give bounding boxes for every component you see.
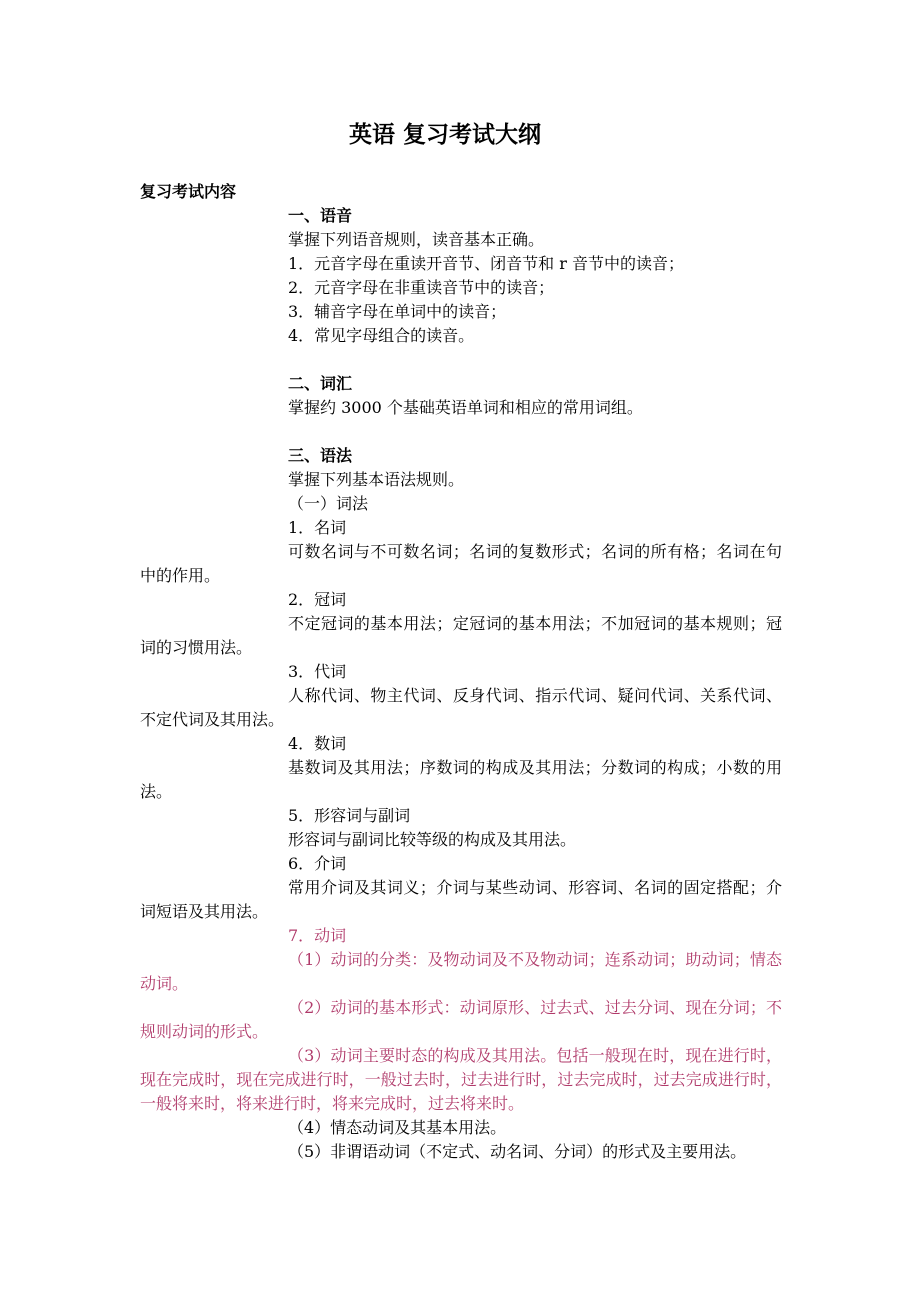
phonetics-heading: 一、语音: [288, 206, 353, 225]
preposition-title: 6．介词: [288, 854, 347, 873]
list-item: 3．辅音字母在单词中的读音；: [288, 302, 507, 321]
numeral-text: 基数词及其用法；序数词的构成及其用法；分数词的构成；小数的用法。: [140, 758, 782, 801]
vocabulary-intro: 掌握约 3000 个基础英语单词和相应的常用词组。: [288, 398, 643, 417]
article-text: 不定冠词的基本用法；定冠词的基本用法；不加冠词的基本规则；冠词的习惯用法。: [140, 614, 782, 657]
document-body: [140, 204, 782, 1164]
verb-classification-text: （1）动词的分类：及物动词及不及物动词；连系动词；助动词；情态动词。: [140, 950, 782, 993]
pronoun-text: 人称代词、物主代词、反身代词、指示代词、疑问代词、关系代词、不定代词及其用法。: [140, 686, 782, 729]
verb-title: 7．动词: [288, 926, 347, 945]
list-item: 1．元音字母在重读开音节、闭音节和 r 音节中的读音；: [288, 254, 685, 273]
numeral-title: 4．数词: [288, 734, 347, 753]
verb-forms-text: （2）动词的基本形式：动词原形、过去式、过去分词、现在分词；不规则动词的形式。: [140, 998, 782, 1041]
modal-verbs-text: （4）情态动词及其基本用法。: [288, 1118, 507, 1137]
verb-tenses-text: （3）动词主要时态的构成及其用法。包括一般现在时，现在进行时，现在完成时，现在完成进行时，一般过去时，过去进行时，过去完成时，过去完成进行时，一般将来时，将来进行时，将来完成时，过去将来时。: [140, 1046, 782, 1113]
list-item: 2．元音字母在非重读音节中的读音；: [288, 278, 555, 297]
spacer: [140, 420, 782, 444]
article-title: 2．冠词: [288, 590, 347, 609]
noun-text: 可数名词与不可数名词；名词的复数形式；名词的所有格；名词在句中的作用。: [140, 542, 782, 585]
pronoun-title: 3．代词: [288, 662, 347, 681]
morphology-subheading: （一）词法: [288, 494, 369, 513]
document-title: 英语 复习考试大纲: [348, 122, 541, 148]
vocabulary-heading: 二、词汇: [288, 374, 353, 393]
nonfinite-verbs-text: （5）非谓语动词（不定式、动名词、分词）的形式及主要用法。: [288, 1142, 747, 1161]
phonetics-intro: 掌握下列语音规则，读音基本正确。: [288, 230, 545, 249]
spacer: [140, 348, 782, 372]
list-item: 4．常见字母组合的读音。: [288, 326, 475, 345]
preposition-text: 常用介词及其词义；介词与某些动词、形容词、名词的固定搭配；介词短语及其用法。: [140, 878, 782, 921]
noun-title: 1．名词: [288, 518, 347, 537]
grammar-heading: 三、语法: [288, 446, 353, 465]
adjective-adverb-title: 5．形容词与副词: [288, 806, 411, 825]
grammar-intro: 掌握下列基本语法规则。: [288, 470, 465, 489]
adjective-adverb-text: 形容词与副词比较等级的构成及其用法。: [288, 830, 577, 849]
section-heading: 复习考试内容: [140, 182, 237, 201]
